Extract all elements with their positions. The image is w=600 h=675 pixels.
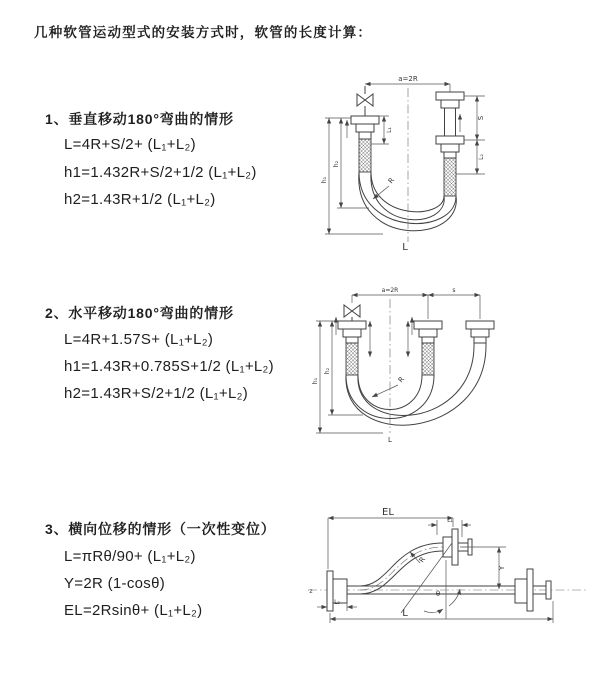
l2-label: L₂ xyxy=(334,599,340,606)
section-3-heading: 3、横向位移的情形（一次性变位） xyxy=(45,521,276,537)
moving-end-fitting-original xyxy=(414,321,442,375)
dimension-s xyxy=(428,287,480,319)
l1-label: L₁ xyxy=(447,517,453,524)
h2-label: h₂ xyxy=(324,367,331,375)
dimension-y xyxy=(460,547,506,589)
section-1-formula-h2: h2=1.43R+1/2 (L₁+L₂) xyxy=(64,191,216,208)
diagram-vertical-180-bend xyxy=(313,70,563,254)
dimension-l2 xyxy=(317,599,357,611)
theta-label: θ xyxy=(435,590,441,598)
diagram-lateral-displacement xyxy=(300,505,598,645)
section-1-formula-L: L=4R+S/2+ (L₁+L₂) xyxy=(64,136,196,153)
length-label: L xyxy=(402,608,408,619)
dimension-h1 xyxy=(321,118,383,234)
dimension-s xyxy=(464,96,485,140)
h2-label: h₂ xyxy=(333,160,340,168)
length-label: L xyxy=(402,242,408,253)
top-width-label: a=2R xyxy=(381,287,399,294)
y-label: Y xyxy=(498,565,506,571)
r-label: R xyxy=(396,375,407,385)
section-3-formula-L: L=πRθ/90+ (L₁+L₂) xyxy=(64,548,196,565)
section-2-heading: 2、水平移动180°弯曲的情形 xyxy=(45,305,234,321)
end-flange-original xyxy=(515,569,551,611)
section-1-formula-h1: h1=1.432R+S/2+1/2 (L₁+L₂) xyxy=(64,164,257,181)
page-title: 几种软管运动型式的安装方式时，软管的长度计算： xyxy=(34,25,373,40)
r-label: R xyxy=(386,176,397,186)
el-label: EL xyxy=(382,507,394,518)
length-label: L xyxy=(388,436,392,444)
moving-end-fitting xyxy=(436,92,464,196)
section-3-formula-EL: EL=2Rsinθ+ (L₁+L₂) xyxy=(64,602,203,619)
s-label: S xyxy=(477,115,485,121)
radius-callout xyxy=(373,176,396,199)
section-2-formula-h1: h1=1.43R+0.785S+1/2 (L₁+L₂) xyxy=(64,358,274,375)
valve-icon xyxy=(357,86,373,116)
moving-end-fitting-displaced xyxy=(466,321,494,343)
dimension-length xyxy=(330,601,553,623)
dimension-el xyxy=(328,507,453,569)
section-3-formula-Y: Y=2R (1-cosθ) xyxy=(64,575,166,592)
diagram-horizontal-180-bend xyxy=(308,283,572,445)
dimension-l1 xyxy=(428,517,471,537)
dimension-top-width xyxy=(365,75,450,92)
radius-callout xyxy=(372,375,406,397)
fixed-end-fitting xyxy=(338,321,366,375)
l2-label: L₂ xyxy=(478,154,485,160)
valve-icon xyxy=(344,305,360,321)
hose-curves xyxy=(359,172,457,231)
dimension-l2 xyxy=(456,140,485,174)
section-1-heading: 1、垂直移动180°弯曲的情形 xyxy=(45,111,234,127)
h1-label: h₁ xyxy=(312,377,319,385)
hose-curves xyxy=(346,343,486,425)
l1-label: L₁ xyxy=(386,127,393,133)
section-2-formula-L: L=4R+1.57S+ (L₁+L₂) xyxy=(64,331,214,348)
section-2-formula-h2: h2=1.43R+S/2+1/2 (L₁+L₂) xyxy=(64,385,249,402)
h1-label: h₁ xyxy=(321,176,328,184)
r-label: R xyxy=(417,555,428,565)
s-label: s xyxy=(452,287,456,294)
top-width-label: a=2R xyxy=(398,75,418,83)
break-mark-label: z xyxy=(309,588,313,595)
